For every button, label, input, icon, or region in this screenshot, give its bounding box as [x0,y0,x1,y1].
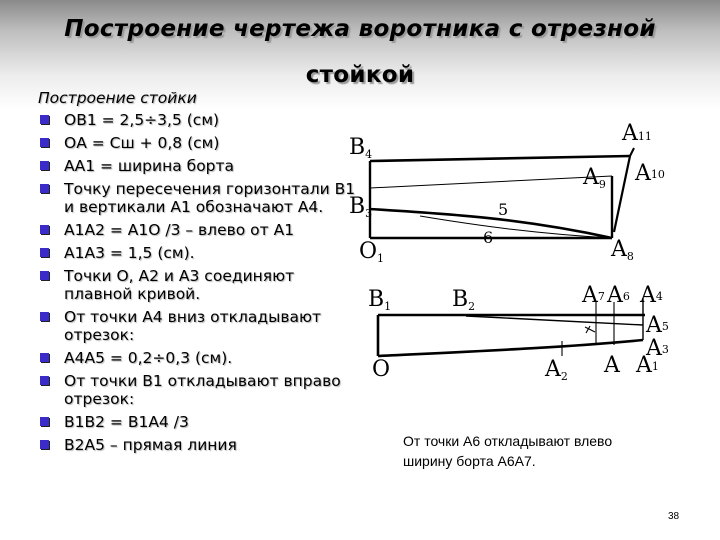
label-a7: A7 [582,283,605,308]
line-b2-a5 [466,316,643,325]
label-b1: B1 [368,287,392,313]
collar-upper-drawing [370,148,634,238]
line-b3-a9 [370,176,612,188]
label-b3: B3 [349,194,373,220]
label-a3: A3 [646,336,669,361]
section-subheading: Построение стойки [38,89,197,107]
step-text: Точки О, А2 и А3 соединяют плавной кривой. [64,267,295,303]
drawing-note: От точки А6 откладывают влево ширину борта А6А7. [403,433,613,469]
step-text: В2А5 – прямая линия [64,436,237,454]
label-curve-6: 6 [483,228,494,247]
label-a9: A9 [583,165,606,191]
step-text: А1А3 = 1,5 (см). [64,244,195,262]
line-b4-a10 [370,156,630,161]
label-o: O [372,357,391,382]
title-line-1: Построение чертежа воротника с отрезной [64,16,656,42]
label-a10: A10 [635,161,665,186]
label-o1: O1 [359,239,385,265]
line-a10-a11 [630,148,634,156]
label-a5: A5 [646,313,669,338]
step-text: От точки В1 откладывают вправо отрезок: [64,372,341,408]
label-curve-5: 5 [498,200,509,219]
label-b2: B2 [452,287,476,313]
label-b4: B4 [349,135,373,161]
stand-lower-labels [368,283,669,383]
neck-curve-6 [420,216,612,238]
line-a10-a8 [614,156,630,232]
stand-lower-drawing [378,298,645,356]
step-text: ОА = Сш + 0,8 (см) [64,134,220,152]
title-line-2: стойкой [305,62,415,88]
step-text: От точки А4 вниз откладывают отрезок: [64,308,322,344]
step-text: А4А5 = 0,2÷0,3 (см). [64,349,233,367]
label-a6: A6 [607,283,630,308]
step-text: В1В2 = В1А4 /3 [64,413,189,431]
page-number: 38 [668,511,680,522]
label-a11: A11 [622,121,652,146]
label-a: A [604,353,620,378]
step-text: А1А2 = А1О /3 – влево от А1 [64,221,295,239]
label-a2: A2 [545,357,568,383]
step-text: ОВ1 = 2,5÷3,5 (см) [64,111,220,129]
label-a8: A8 [611,237,634,263]
collar-upper-labels [349,121,665,265]
label-a1: A1 [636,353,659,378]
step-text: АА1 = ширина борта [64,157,235,175]
step-text: Точку пересечения горизонтали В1 и вертикали А1 обозначают А4. [64,180,356,216]
label-a4: A4 [640,283,663,308]
